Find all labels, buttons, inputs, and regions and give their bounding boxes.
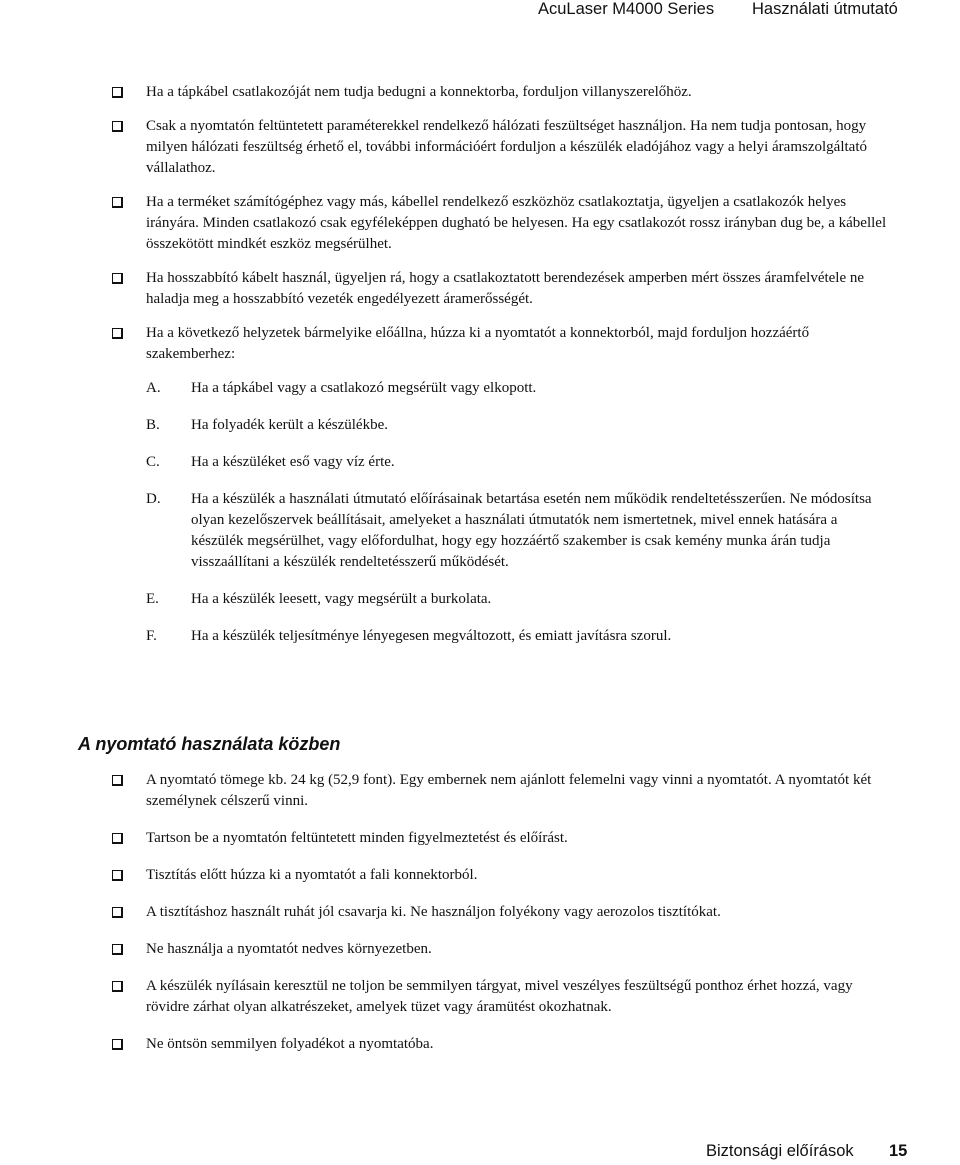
list-item: [112, 976, 887, 1018]
lettered-list: [146, 378, 887, 647]
list-item-text: Tartson be a nyomtatón feltüntetett minden figyelmeztetést és előírást.: [146, 830, 568, 846]
header-product-name: AcuLaser M4000 Series: [538, 0, 715, 18]
item-letter: F.: [146, 628, 157, 644]
page-header: [0, 0, 960, 42]
list-item: [112, 268, 887, 310]
checkbox-bullet-icon: [112, 833, 123, 844]
list-item-text: A készülék nyílásain keresztül ne toljon be semmilyen tárgyat, mivel veszélyes feszültségű ponthoz érhet hozzá, vagy rövidre zárhat olyan alkatrészeket, amelyek tüzet vagy áramütést okozhatnak.: [146, 978, 853, 1015]
list-item: [112, 770, 887, 812]
checkbox-bullet-icon: [112, 870, 123, 881]
lettered-item-text: Ha a készülék teljesítménye lényegesen megváltozott, és emiatt javításra szorul.: [191, 628, 672, 644]
checkbox-bullet-icon: [112, 907, 123, 918]
list-item-text: Ha a terméket számítógéphez vagy más, kábellel rendelkező eszközhöz csatlakoztatja, ügyeljen a csatlakozók helyes irányára. Minden csatlakozó csak egyféleképpen dugható be helyesen. Ha egy csatlakozót rossz irányban dug be, a kábellel összekötött mindkét eszköz megsérülhet.: [146, 194, 887, 252]
checkbox-bullet-icon: [112, 1039, 123, 1050]
list-item: [112, 323, 887, 365]
safety-list: [112, 82, 887, 667]
list-item: [112, 902, 887, 923]
item-letter: D.: [146, 491, 161, 507]
list-item-text: Ha hosszabbító kábelt használ, ügyeljen rá, hogy a csatlakoztatott berendezések amperben mért összes áramfelvétele ne haladja meg a hosszabbító vezeték engedélyezett áramerősségét.: [146, 270, 865, 307]
list-item: [112, 1034, 887, 1055]
item-letter: A.: [146, 380, 161, 396]
lettered-item: [146, 415, 887, 436]
list-item-text: Ne öntsön semmilyen folyadékot a nyomtatóba.: [146, 1036, 434, 1052]
list-item-text: A nyomtató tömege kb. 24 kg (52,9 font). Egy embernek nem ajánlott felemelni vagy vinni a nyomtatót. A nyomtatót két személynek célszerű vinni.: [146, 772, 872, 809]
list-item-text: A tisztításhoz használt ruhát jól csavarja ki. Ne használjon folyékony vagy aerozolos tisztítókat.: [146, 904, 721, 920]
lettered-item: [146, 626, 887, 647]
item-letter: E.: [146, 591, 159, 607]
checkbox-bullet-icon: [112, 944, 123, 955]
checkbox-bullet-icon: [112, 273, 123, 284]
list-item-text: Ne használja a nyomtatót nedves környezetben.: [146, 941, 432, 957]
page-number: 15: [889, 1142, 908, 1160]
lettered-item-text: Ha a tápkábel vagy a csatlakozó megsérült vagy elkopott.: [191, 380, 537, 396]
list-item-text: Csak a nyomtatón feltüntetett paraméterekkel rendelkező hálózati feszültséget használjon. Ha nem tudja pontosan, hogy milyen hálózati feszültség érhető el, további információért forduljon a készülék eladójához vagy a helyi áramszolgáltató vállalathoz.: [146, 118, 867, 176]
lettered-item-text: Ha a készülék leesett, vagy megsérült a burkolata.: [191, 591, 492, 607]
checkbox-bullet-icon: [112, 981, 123, 992]
header-guide-title: Használati útmutató: [752, 0, 898, 18]
checkbox-bullet-icon: [112, 121, 123, 132]
list-item-text: Ha a tápkábel csatlakozóját nem tudja bedugni a konnektorba, forduljon villanyszerelőhöz.: [146, 84, 692, 100]
list-item: [112, 939, 887, 960]
lettered-item: [146, 378, 887, 399]
list-item: [112, 192, 887, 255]
lettered-item-text: Ha folyadék került a készülékbe.: [191, 417, 388, 433]
item-letter: B.: [146, 417, 160, 433]
list-item: [112, 82, 887, 103]
lettered-item: [146, 589, 887, 610]
list-item-text: Ha a következő helyzetek bármelyike előállna, húzza ki a nyomtatót a konnektorból, majd forduljon hozzáértő szakemberhez:: [146, 325, 810, 362]
checkbox-bullet-icon: [112, 775, 123, 786]
lettered-item-text: Ha a készülék a használati útmutató előírásainak betartása esetén nem működik rendeltetésszerűen. Ne módosítsa olyan kezelőszervek beállításait, amelyeket a használati útmutatók nem ismertetnek, mivel ennek hatására a készülék megsérülhet, vagy előfordulhat, hogy egy hozzáértő szakember is csak kemény munka árán tudja visszaállítani a készülék rendeltetésszerű működését.: [191, 491, 872, 570]
list-item: [112, 116, 887, 179]
list-item: [112, 828, 887, 849]
item-letter: C.: [146, 454, 160, 470]
usage-list: [112, 770, 887, 1071]
checkbox-bullet-icon: [112, 328, 123, 339]
footer-section-name: Biztonsági előírások: [706, 1142, 854, 1160]
list-item: [112, 865, 887, 886]
checkbox-bullet-icon: [112, 87, 123, 98]
lettered-item: [146, 452, 887, 473]
lettered-item-text: Ha a készüléket eső vagy víz érte.: [191, 454, 395, 470]
section-heading: A nyomtató használata közben: [78, 734, 341, 754]
checkbox-bullet-icon: [112, 197, 123, 208]
list-item-text: Tisztítás előtt húzza ki a nyomtatót a fali konnektorból.: [146, 867, 478, 883]
lettered-item: [146, 489, 887, 573]
